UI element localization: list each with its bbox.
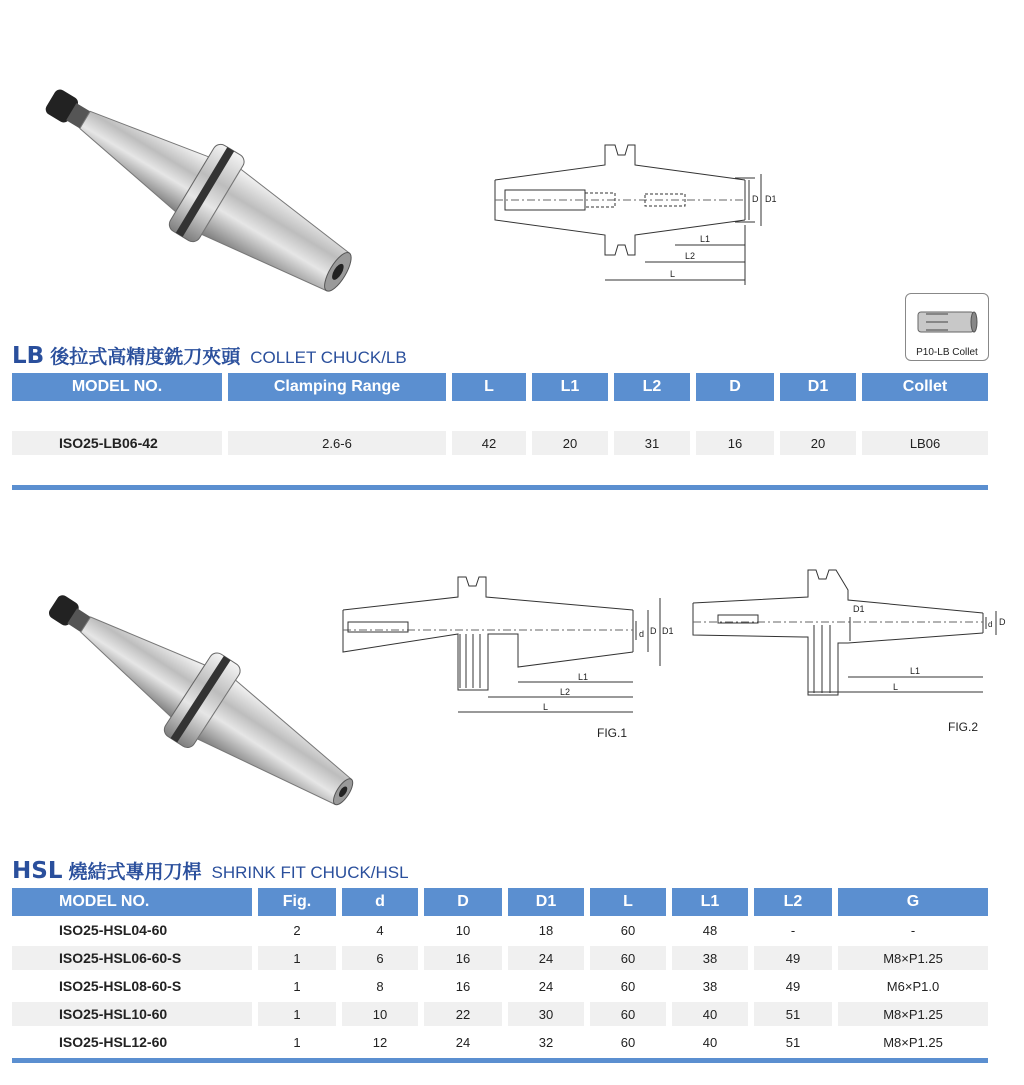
lb-header-l2: L2 <box>614 373 690 401</box>
hsl-fig1-dim-l1: L1 <box>578 672 589 682</box>
hsl-row-l2: 51 <box>785 1034 801 1050</box>
lb-dim-d: D <box>752 194 759 204</box>
hsl-row-fig: 1 <box>258 946 336 970</box>
hsl-fig2-dim-d-small: d <box>988 620 993 629</box>
hsl-fig1-dim-d-small: d <box>639 629 645 639</box>
hsl-row-l2: 49 <box>754 946 832 970</box>
collet-thumbnail <box>905 293 989 361</box>
hsl-row-model: ISO25-HSL06-60-S <box>12 946 252 970</box>
hsl-row-l: 60 <box>620 922 636 938</box>
lb-header-d: D <box>696 373 774 401</box>
lb-dim-l1: L1 <box>700 234 711 244</box>
lb-technical-drawing <box>485 140 795 290</box>
hsl-fig2-dim-l1: L1 <box>910 666 921 676</box>
hsl-row-g: M8×P1.25 <box>883 1034 943 1050</box>
hsl-row-model: ISO25-HSL12-60 <box>59 1034 168 1050</box>
hsl-code: HSL <box>12 858 63 884</box>
lb-product-photo <box>15 72 395 312</box>
hsl-row-d1: 24 <box>538 978 554 994</box>
lb-dim-d1: D1 <box>765 194 777 204</box>
hsl-en-title: SHRINK FIT CHUCK/HSL <box>211 863 409 882</box>
lb-code: LB <box>12 343 45 369</box>
hsl-row-l: 60 <box>620 1034 636 1050</box>
lb-header-model: MODEL NO. <box>12 373 222 401</box>
lb-row-range: 2.6-6 <box>228 431 446 455</box>
collet-icon <box>914 300 980 344</box>
hsl-row-l: 60 <box>590 1002 666 1026</box>
lb-en-title: COLLET CHUCK/LB <box>250 348 407 367</box>
hsl-zh-title: 燒結式專用刀桿 <box>68 861 202 883</box>
hsl-row-d: 10 <box>455 922 471 938</box>
lb-row-d: 16 <box>696 431 774 455</box>
lb-dim-l: L <box>670 269 676 279</box>
fig2-label: FIG.2 <box>948 720 979 734</box>
lb-dim-l2: L2 <box>685 251 696 261</box>
hsl-row-g: - <box>910 922 916 938</box>
collet-caption: P10-LB Collet <box>916 347 978 358</box>
hsl-row-d-small: 10 <box>342 1002 418 1026</box>
hsl-row-l1: 48 <box>702 922 718 938</box>
hsl-header-model: MODEL NO. <box>12 888 252 916</box>
hsl-row-d: 16 <box>455 978 471 994</box>
fig1-label: FIG.1 <box>597 726 628 740</box>
hsl-row-d-small: 4 <box>376 922 384 938</box>
lb-header-d1: D1 <box>780 373 856 401</box>
hsl-row-d: 24 <box>455 1034 471 1050</box>
hsl-row-l1: 40 <box>702 1034 718 1050</box>
hsl-row-fig: 1 <box>293 1034 301 1050</box>
hsl-fig2-dim-d: D <box>999 617 1006 627</box>
hsl-row-d1: 32 <box>538 1034 554 1050</box>
hsl-fig1-drawing <box>338 572 678 722</box>
hsl-header-d: D <box>424 888 502 916</box>
lb-row-d1: 20 <box>780 431 856 455</box>
hsl-header-d-small: d <box>342 888 418 916</box>
hsl-row-l: 60 <box>590 946 666 970</box>
lb-header-l1: L1 <box>532 373 608 401</box>
hsl-row-d1: 30 <box>508 1002 584 1026</box>
hsl-fig2-dim-d1: D1 <box>853 604 865 614</box>
hsl-row-d-small: 8 <box>376 978 384 994</box>
hsl-row-g: M6×P1.0 <box>886 978 940 994</box>
hsl-row-fig: 2 <box>293 922 301 938</box>
lb-row-model: ISO25-LB06-42 <box>12 431 222 455</box>
hsl-section-title <box>12 857 409 884</box>
hsl-row-l2: 49 <box>785 978 801 994</box>
lb-header-range: Clamping Range <box>228 373 446 401</box>
hsl-fig1-dim-l2: L2 <box>560 687 571 697</box>
hsl-row-l2: - <box>790 922 796 938</box>
hsl-header-l2: L2 <box>754 888 832 916</box>
hsl-row-model: ISO25-HSL04-60 <box>59 922 168 938</box>
hsl-row-fig: 1 <box>293 978 301 994</box>
hsl-row-d-small: 12 <box>372 1034 388 1050</box>
lb-row-collet: LB06 <box>862 431 988 455</box>
hsl-row-l1: 38 <box>672 946 748 970</box>
hsl-header-l1: L1 <box>672 888 748 916</box>
lb-row-l1: 20 <box>532 431 608 455</box>
hsl-row-l2: 51 <box>754 1002 832 1026</box>
hsl-header-d1: D1 <box>508 888 584 916</box>
hsl-row-model: ISO25-HSL10-60 <box>12 1002 252 1026</box>
hsl-fig2-dim-l: L <box>893 682 899 692</box>
hsl-header-g: G <box>838 888 988 916</box>
hsl-row-g: M8×P1.25 <box>838 946 988 970</box>
hsl-fig2-drawing <box>688 565 1008 705</box>
hsl-row-l1: 38 <box>702 978 718 994</box>
hsl-row-d: 22 <box>424 1002 502 1026</box>
lb-header-l: L <box>452 373 526 401</box>
hsl-row-l1: 40 <box>672 1002 748 1026</box>
hsl-row-d1: 24 <box>508 946 584 970</box>
hsl-fig1-dim-l: L <box>543 702 549 712</box>
hsl-row-fig: 1 <box>258 1002 336 1026</box>
lb-bottom-bar <box>12 485 988 490</box>
hsl-row-d-small: 6 <box>342 946 418 970</box>
lb-header-collet: Collet <box>862 373 988 401</box>
lb-row-l2: 31 <box>614 431 690 455</box>
hsl-row-d1: 18 <box>538 922 554 938</box>
lb-section-title <box>12 342 407 369</box>
hsl-row-model: ISO25-HSL08-60-S <box>59 978 182 994</box>
hsl-header-fig: Fig. <box>258 888 336 916</box>
hsl-fig1-dim-d: D <box>650 626 657 636</box>
hsl-row-d: 16 <box>424 946 502 970</box>
hsl-bottom-bar <box>12 1058 988 1063</box>
hsl-row-g: M8×P1.25 <box>838 1002 988 1026</box>
hsl-row-l: 60 <box>620 978 636 994</box>
hsl-header-l: L <box>590 888 666 916</box>
lb-zh-title: 後拉式高精度銑刀夾頭 <box>50 346 241 368</box>
hsl-fig1-dim-d1: D1 <box>662 626 674 636</box>
lb-row-l: 42 <box>452 431 526 455</box>
